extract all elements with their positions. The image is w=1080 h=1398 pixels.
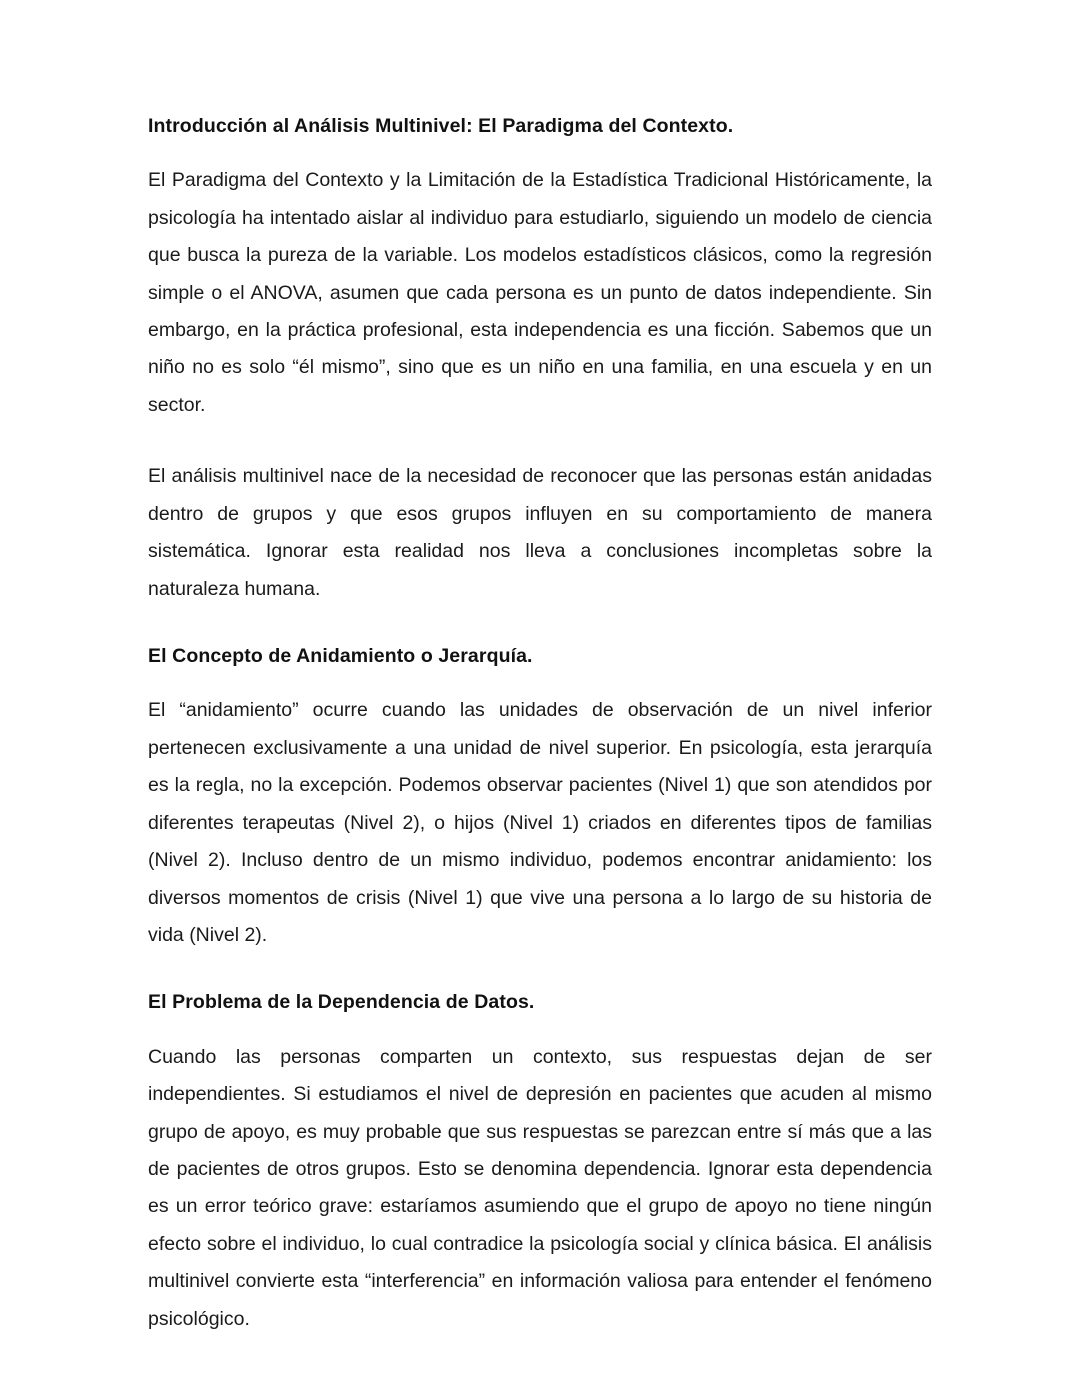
section-heading-anidamiento: El Concepto de Anidamiento o Jerarquía.: [148, 645, 533, 668]
section-introduccion: [148, 112, 932, 608]
paragraph-anidamiento: El “anidamiento” ocurre cuando las unidades de observación de un nivel inferior pertenecen exclusivamente a una unidad de nivel superior. En psicología, esta jerarquía es la regla, no la excepción. Podemos observar pacientes (Nivel 1) que son atendidos por diferentes terapeutas (Nivel 2), o hijos (Nivel 1) criados en diferentes tipos de familias (Nivel 2). Incluso dentro de un mismo individuo, podemos encontrar anidamiento: los diversos momentos de crisis (Nivel 1) que vive una persona a lo largo de su historia de vida (Nivel 2).: [148, 699, 932, 946]
paragraph-dependencia-datos: Cuando las personas comparten un contexto, sus respuestas dejan de ser independientes. Si estudiamos el nivel de depresión en pacientes que acuden al mismo grupo de apoyo, es muy probable que sus respuestas se parezcan entre sí más que a las de pacientes de otros grupos. Esto se denomina dependencia. Ignorar esta dependencia es un error teórico grave: estaríamos asumiendo que el grupo de apoyo no tiene ningún efecto sobre el individuo, lo cual contradice la psicología social y clínica básica. El análisis multinivel convierte esta “interferencia” en información valiosa para entender el fenómeno psicológico.: [148, 1045, 932, 1330]
section-dependencia-datos: [148, 988, 932, 1338]
section-anidamiento: [148, 642, 932, 954]
paragraph-paradigma-contexto: El Paradigma del Contexto y la Limitación de la Estadística Tradicional Históricamente, la psicología ha intentado aislar al individuo para estudiarlo, siguiendo un modelo de ciencia que busca la pureza de la variable. Los modelos estadísticos clásicos, como la regresión simple o el ANOVA, asumen que cada persona es un punto de datos independiente. Sin embargo, en la práctica profesional, esta independencia es una ficción. Sabemos que un niño no es solo “él mismo”, sino que es un niño en una familia, en una escuela y en un sector.: [148, 169, 932, 416]
document-body: [148, 112, 932, 1338]
section-heading-dependencia-datos: El Problema de la Dependencia de Datos.: [148, 991, 535, 1014]
section-heading-introduccion: Introducción al Análisis Multinivel: El Paradigma del Contexto.: [148, 115, 734, 137]
paragraph-analisis-multinivel-nace: El análisis multinivel nace de la necesidad de reconocer que las personas están anidadas dentro de grupos y que esos grupos influyen en su comportamiento de manera sistemática. Ignorar esta realidad nos lleva a conclusiones incompletas sobre la naturaleza humana.: [148, 465, 932, 600]
